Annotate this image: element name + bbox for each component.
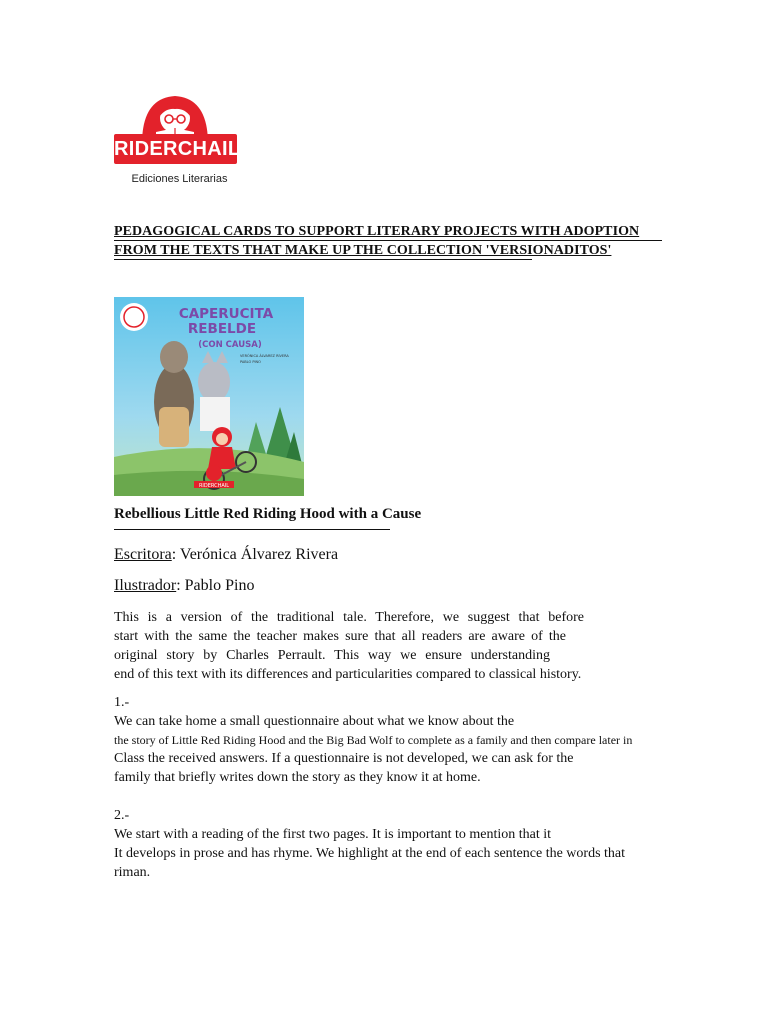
writer-label: Escritora: [114, 546, 172, 563]
heading-rule: [114, 529, 390, 530]
document-title-line-1: PEDAGOGICAL CARDS TO SUPPORT LITERARY PROJECTS WITH ADOPTION: [114, 224, 640, 239]
illustrator-credit: Ilustrador: Pablo Pino: [114, 577, 255, 594]
intro-line-1: This is a version of the traditional tale. Therefore, we suggest that before: [114, 610, 584, 625]
intro-line-2: start with the same the teacher makes sure that all readers are aware of the: [114, 629, 566, 644]
logo-subtitle: Ediciones Literarias: [131, 173, 228, 185]
step-1-number: 1.-: [114, 695, 130, 710]
illustrator-label: Ilustrador: [114, 577, 177, 594]
step-1-line-3: Class the received answers. If a questionnaire is not developed, we can ask for the: [114, 751, 574, 766]
step-2-line-3: riman.: [114, 865, 151, 880]
step-2-line-1: We start with a reading of the first two pages. It is important to mention that it: [114, 827, 552, 842]
step-2-line-2: It develops in prose and has rhyme. We highlight at the end of each sentence the words that: [114, 846, 626, 861]
cover-title-line-2: REBELDE: [187, 321, 257, 337]
logo-brand: RIDERCHAIL: [114, 134, 237, 164]
step-1-line-1: We can take home a small questionnaire about what we know about the: [114, 714, 515, 729]
step-2-number: 2.-: [114, 808, 130, 823]
title-rule-2: [114, 259, 532, 260]
cover-title-line-1: CAPERUCITA: [178, 306, 274, 322]
intro-line-4: end of this text with its differences and particularities compared to classical history.: [114, 667, 582, 682]
document-title-line-2: FROM THE TEXTS THAT MAKE UP THE COLLECTION 'VERSIONADITOS': [114, 243, 612, 258]
writer-name: Verónica Álvarez Rivera: [179, 546, 339, 563]
intro-line-3: original story by Charles Perrault. This way we ensure understanding: [114, 648, 550, 663]
cover-title-line-3: (CON CAUSA): [198, 340, 262, 350]
publisher-logo: [114, 94, 240, 190]
step-1-line-4: family that briefly writes down the story as they know it at home.: [114, 770, 481, 785]
cover-author: VERÓNICA ÁLVAREZ RIVERA: [240, 354, 289, 358]
writer-credit: Escritora: Verónica Álvarez Rivera: [114, 546, 339, 563]
step-1-line-2: the story of Little Red Riding Hood and the Big Bad Wolf to complete as a family and then compare later in: [114, 733, 633, 747]
book-cover: [114, 297, 304, 496]
cover-illustrator: PABLO PINO: [240, 360, 261, 364]
book-heading: Rebellious Little Red Riding Hood with a Cause: [114, 506, 422, 522]
illustrator-name: Pablo Pino: [184, 577, 255, 594]
cover-publisher: RIDERCHAIL: [198, 483, 230, 489]
